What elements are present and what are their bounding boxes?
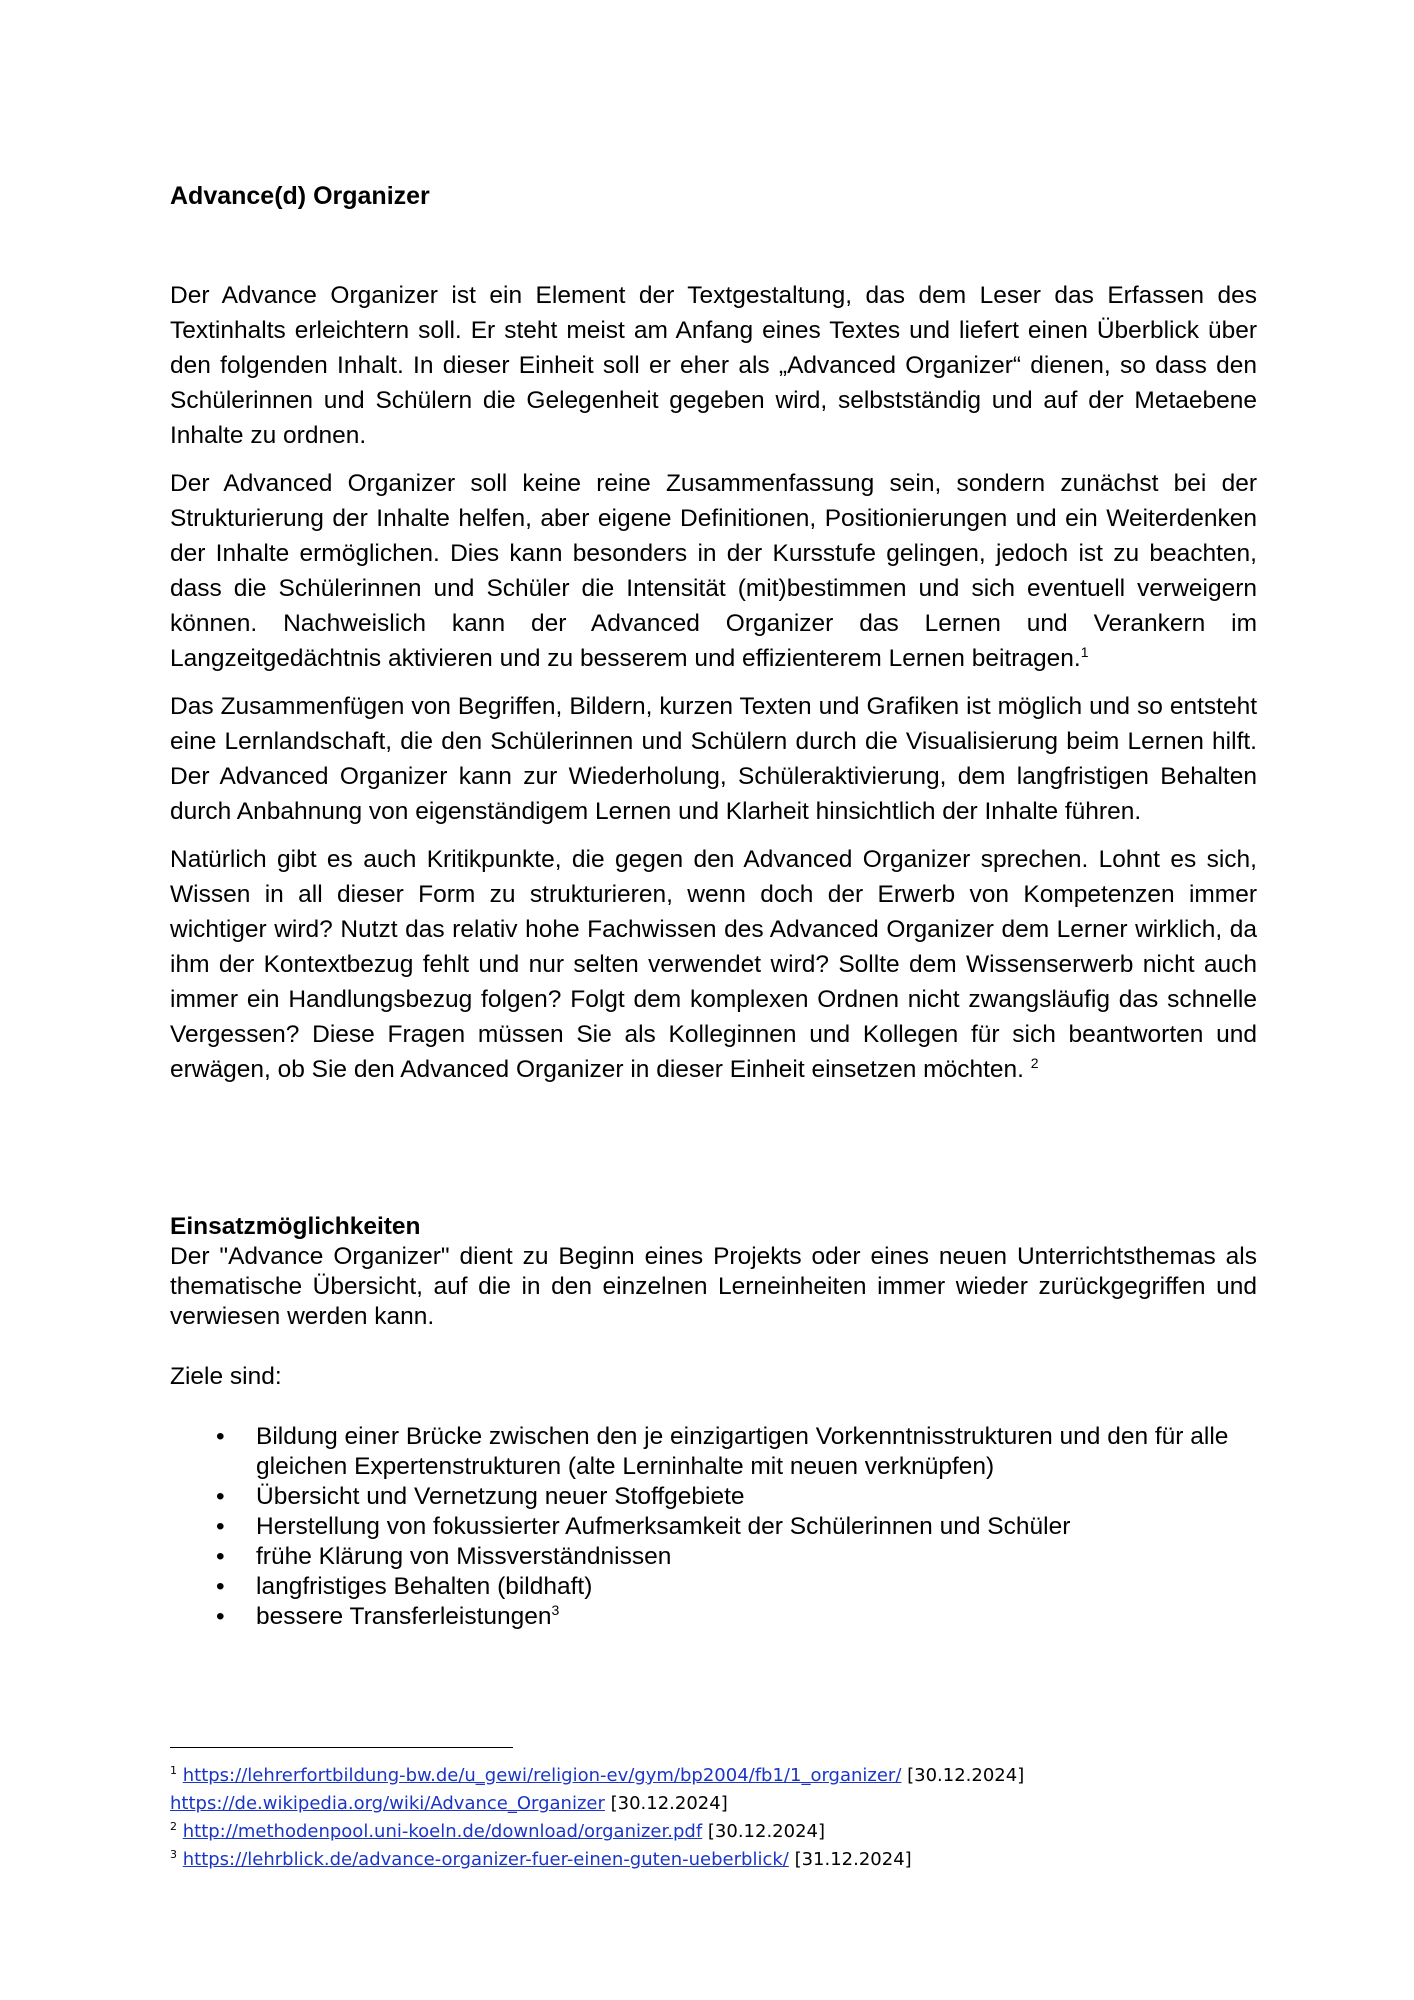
paragraph-3: Das Zusammenfügen von Begriffen, Bildern, kurzen Texten und Grafiken ist möglich und so entsteht eine Lernlandschaft, die den Schülerinnen und Schülern durch die Visualisierung beim Lernen hilft. Der Advanced Organizer kann zur Wiederholung, Schüleraktivierung, dem langfristigen Behalten durch Anbahnung von eigenständigem Lernen und Klarheit hinsichtlich der Inhalte führen. — [170, 693, 1257, 825]
footnote-1b: https://de.wikipedia.org/wiki/Advance_Organizer [30.12.2024] — [170, 1793, 728, 1814]
body-text — [170, 278, 1257, 1100]
footnote-separator — [170, 1747, 513, 1748]
paragraph-4: Natürlich gibt es auch Kritikpunkte, die gegen den Advanced Organizer sprechen. Lohnt es sich, Wissen in all dieser Form zu strukturieren, wenn doch der Erwerb von Kompetenzen immer wichtiger wird? Nutzt das relativ hohe Fachwissen des Advanced Organizer dem Lerner wirklich, da ihm der Kontextbezug fehlt und nur selten verwendet wird? Sollte dem Wissenserwerb nicht auch immer ein Handlungsbezug folgen? Folgt dem komplexen Ordnen nicht zwangsläufig das schnelle Vergessen? Diese Fragen müssen Sie als Kolleginnen und Kollegen für sich beantworten und erwägen, ob Sie den Advanced Organizer in dieser Einheit einsetzen möchten. $^2$ — [170, 846, 1257, 1083]
footnote-link[interactable]: https://lehrblick.de/advance-organizer-fuer-einen-guten-ueberblick/ — [182, 1849, 789, 1870]
list-item: • langfristiges Behalten (bildhaft) — [216, 1573, 593, 1600]
footnotes — [170, 1762, 1270, 1874]
list-item: • Bildung einer Brücke zwischen den je einzigartigen Vorkenntnisstrukturen und den für alle gleichen Expertenstrukturen (alte Lerninhalte mit neuen verknüpfen) — [216, 1423, 1229, 1480]
list-item: • Herstellung von fokussierter Aufmerksamkeit der Schülerinnen und Schüler — [216, 1513, 1071, 1540]
paragraph-1: Der Advance Organizer ist ein Element der Textgestaltung, das dem Leser das Erfassen des Textinhalts erleichtern soll. Er steht meist am Anfang eines Textes und liefert einen Überblick über den folgenden Inhalt. In dieser Einheit soll er eher als „Advanced Organizer“ dienen, so dass den Schülerinnen und Schülern die Gelegenheit gegeben wird, selbstständig und auf der Metaebene Inhalte zu ordnen. — [170, 282, 1257, 449]
paragraph-2: Der Advanced Organizer soll keine reine Zusammenfassung sein, sondern zunächst bei der Strukturierung der Inhalte helfen, aber eigene Definitionen, Positionierungen und ein Weiterdenken der Inhalte ermöglichen. Dies kann besonders in der Kursstufe gelingen, jedoch ist zu beachten, dass die Schülerinnen und Schüler die Intensität (mit)bestimmen und sich eventuell verweigern können. Nachweislich kann der Advanced Organizer das Lernen und Verankern im Langzeitgedächtnis aktivieren und zu besserem und effizienterem Lernen beitragen.$^1$ — [170, 470, 1257, 672]
footnote-ref-3[interactable]: 3 — [551, 1601, 560, 1618]
section-text: Der "Advance Organizer" dient zu Beginn eines Projekts oder eines neuen Unterrichtsthemas als thematische Übersicht, auf die in den einzelnen Lerneinheiten immer wieder zurückgegriffen und verwiesen werden kann. — [170, 1243, 1257, 1330]
bullet-icon: • — [216, 1483, 225, 1510]
footnote-1: $^1$ https://lehrerfortbildung-bw.de/u_gewi/religion-ev/gym/bp2004/fb1/1_organizer/ [30.12.2024] — [170, 1764, 1025, 1786]
footnote-link[interactable]: http://methodenpool.uni-koeln.de/download/organizer.pdf — [182, 1821, 703, 1842]
footnote-3: $^3$ https://lehrblick.de/advance-organizer-fuer-einen-guten-ueberblick/ [31.12.2024] — [170, 1848, 912, 1870]
document-title: Advance(d) Organizer — [170, 182, 430, 210]
list-item: • bessere Transferleistungen$^3$ — [216, 1601, 560, 1630]
bullet-icon: • — [216, 1603, 225, 1630]
footnote-ref-1[interactable]: 1 — [1080, 643, 1089, 660]
list-item: • Übersicht und Vernetzung neuer Stoffgebiete — [216, 1483, 745, 1510]
bullet-icon: • — [216, 1543, 225, 1570]
footnote-ref-2[interactable]: 2 — [1030, 1054, 1039, 1071]
bullet-icon: • — [216, 1423, 225, 1450]
goals-list — [170, 1422, 1257, 1632]
list-item: • frühe Klärung von Missverständnissen — [216, 1543, 672, 1570]
goals-intro: Ziele sind: — [170, 1363, 282, 1390]
bullet-icon: • — [216, 1513, 225, 1540]
bullet-icon: • — [216, 1573, 225, 1600]
footnote-2: $^2$ http://methodenpool.uni-koeln.de/download/organizer.pdf [30.12.2024] — [170, 1820, 825, 1842]
section-heading: Einsatzmöglichkeiten — [170, 1213, 421, 1240]
footnote-link[interactable]: https://lehrerfortbildung-bw.de/u_gewi/religion-ev/gym/bp2004/fb1/1_organizer/ — [182, 1765, 902, 1786]
footnote-link[interactable]: https://de.wikipedia.org/wiki/Advance_Organizer — [170, 1793, 605, 1814]
section-einsatz — [170, 1212, 1257, 1632]
